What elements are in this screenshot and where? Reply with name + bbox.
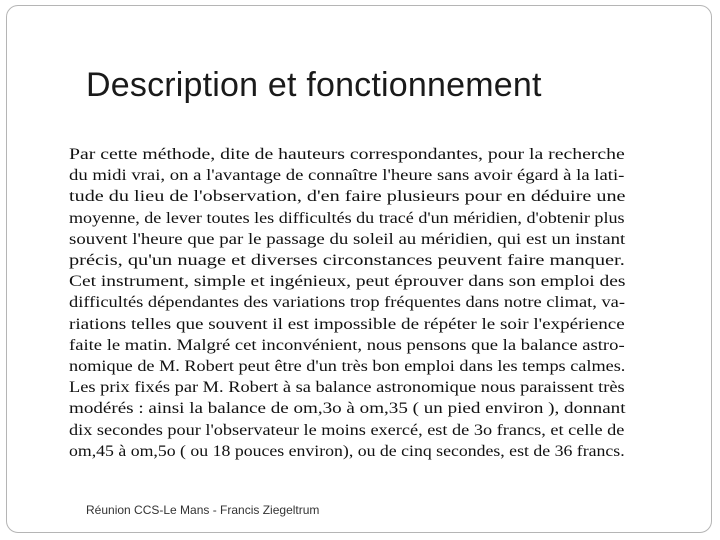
scan-text-line: souvent l'heure que par le passage du soleil au méridien, qui est un instant xyxy=(69,230,626,248)
slide-title: Description et fonctionnement xyxy=(86,66,542,104)
scan-text-line: riations telles que souvent il est impossible de répéter le soir l'expérience xyxy=(69,315,625,333)
scan-text-line: nomique de M. Robert peut être d'un très bon emploi dans les temps calmes. xyxy=(69,358,626,375)
scan-text-line: précis, qu'un nuage et diverses circonstances peuvent faire manquer. xyxy=(69,252,625,269)
scan-text-line: difficultés dépendantes des variations trop fréquentes dans notre climat, va- xyxy=(69,294,626,312)
scan-text-line: modérés : ainsi la balance de om,3o à om,35 ( un pied environ ), donnant xyxy=(69,400,626,418)
scan-text-line: om,45 à om,5o ( ou 18 pouces environ), ou de cinq secondes, est de 36 francs. xyxy=(69,442,625,460)
slide xyxy=(6,5,712,533)
scan-text-line: moyenne, de lever toutes les difficultés du tracé d'un méridien, d'obtenir plus xyxy=(69,209,625,227)
scanned-text-block xyxy=(69,144,625,462)
scan-text-line: Cet instrument, simple et ingénieux, peut éprouver dans son emploi des xyxy=(69,273,626,291)
scan-text-line: dix secondes pour l'observateur le moins exercé, est de 3o francs, et celle de xyxy=(69,421,625,439)
scan-text-line: tude du lieu de l'observation, d'en faire plusieurs pour en déduire une xyxy=(69,188,626,206)
scan-text-line: Les prix fixés par M. Robert à sa balance astronomique nous paraissent très xyxy=(69,379,625,397)
scan-text-line: faite le matin. Malgré cet inconvénient, nous pensons que la balance astro- xyxy=(69,336,625,354)
scan-text-line: du midi vrai, on a l'avantage de connaître l'heure sans avoir égard à la lati- xyxy=(69,167,625,185)
scan-text-line: Par cette méthode, dite de hauteurs correspondantes, pour la recherche xyxy=(69,146,625,163)
slide-footer: Réunion CCS-Le Mans - Francis Ziegeltrum xyxy=(86,503,320,517)
